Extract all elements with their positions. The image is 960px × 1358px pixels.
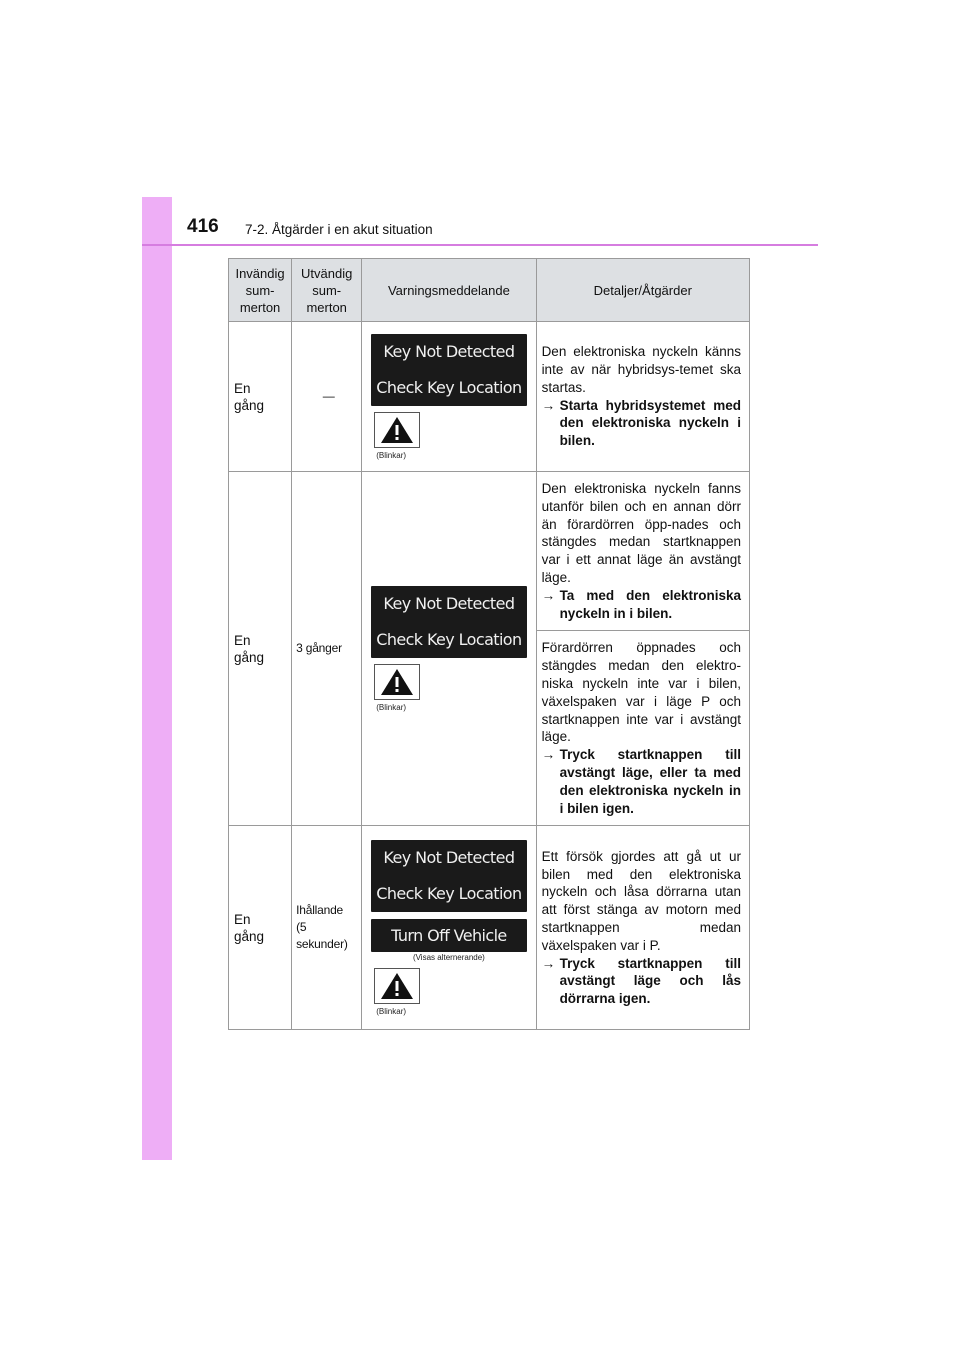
screen-text: Turn Off Vehicle — [391, 925, 507, 945]
screen-text: Check Key Location — [376, 630, 522, 650]
arrow-icon: → — [541, 955, 556, 971]
warning-indicator — [374, 968, 420, 1004]
display-screen — [371, 586, 527, 658]
detail-text: Förardörren öppnades och stängdes medan den elektro-niska nyckeln inte var i bilen, växelspaken var i läge P och startknappen inte var i avstängt läge. — [541, 640, 741, 745]
display-screen — [371, 840, 527, 912]
table-header-row — [229, 259, 750, 322]
details-cell — [536, 631, 749, 826]
screen-text: Check Key Location — [376, 884, 522, 904]
action-text: Tryck startknappen till avstängt läge och lås dörrarna igen. — [559, 955, 741, 1007]
outside-buzzer-cell: 3 gånger — [292, 472, 362, 826]
cell-text: gång — [234, 928, 265, 944]
action-item — [542, 397, 741, 450]
table-row — [229, 472, 750, 631]
warning-indicator — [374, 664, 420, 700]
page-number: 416 — [187, 216, 219, 237]
warning-message-cell — [362, 322, 536, 472]
cell-text: En — [234, 380, 251, 396]
detail-text: Den elektroniska nyckeln känns inte av när hybridsys-temet ska startas. — [541, 344, 741, 395]
display-screen — [371, 334, 527, 406]
action-item — [542, 746, 741, 817]
chapter-sidebar-tab — [142, 197, 172, 1160]
action-item — [542, 955, 741, 1008]
header-text: merton — [239, 299, 281, 315]
action-text: Ta med den elektroniska nyckeln in i bilen. — [559, 587, 741, 621]
details-cell — [536, 322, 749, 472]
action-text: Starta hybridsystemet med den elektroniska nyckeln i bilen. — [559, 397, 741, 449]
header-text: merton — [306, 299, 347, 315]
header-details: Detaljer/Åtgärder — [536, 259, 749, 322]
cell-text: Ihållande — [296, 903, 344, 918]
table-row — [229, 322, 750, 472]
cell-text: (5 — [296, 920, 307, 935]
inside-buzzer-cell — [229, 322, 292, 472]
inside-buzzer-cell — [229, 826, 292, 1030]
warning-triangle-icon — [380, 416, 414, 444]
cell-text: sekunder) — [296, 937, 348, 952]
header-inside-buzzer — [229, 259, 292, 322]
detail-text: Ett försök gjordes att gå ut ur bilen med den elektroniska nyckeln och låsa dörrarna utan att först stänga av motorn med startknappen medan växelspaken var i P. — [541, 848, 741, 953]
header-text: Utvändig — [301, 265, 353, 281]
header-outside-buzzer — [292, 259, 362, 322]
warning-triangle-icon — [380, 972, 414, 1000]
screen-text: Key Not Detected — [383, 848, 515, 868]
warning-table — [228, 258, 750, 1030]
warning-message-cell — [362, 472, 536, 826]
action-text: Tryck startknappen till avstängt läge, eller ta med den elektroniska nyckeln in i bilen igen. — [559, 747, 741, 816]
table-row — [229, 826, 750, 1030]
header-text: sum- — [245, 282, 275, 298]
action-item — [542, 587, 741, 623]
blink-caption: (Blinkar) — [376, 1006, 407, 1016]
blink-caption: (Blinkar) — [376, 702, 407, 712]
cell-text: En — [234, 632, 251, 648]
header-text: Invändig — [235, 265, 285, 281]
screen-text: Check Key Location — [376, 378, 522, 397]
blink-caption: (Blinkar) — [376, 450, 407, 460]
outside-buzzer-cell — [292, 826, 362, 1030]
warning-triangle-icon — [380, 668, 414, 696]
details-cell — [536, 826, 749, 1030]
arrow-icon: → — [541, 587, 556, 603]
header-text: sum- — [312, 282, 342, 298]
warning-message-cell — [362, 826, 536, 1030]
header-divider — [142, 244, 818, 246]
cell-text: gång — [234, 397, 265, 413]
display-screen-alt — [371, 919, 527, 952]
cell-text: En — [234, 911, 251, 927]
header-warning-message: Varningsmeddelande — [362, 259, 536, 322]
cell-text: gång — [234, 649, 265, 665]
warning-indicator — [374, 412, 420, 448]
inside-buzzer-cell — [229, 472, 292, 826]
alternating-caption: (Visas alternerande) — [412, 952, 485, 962]
details-cell — [536, 472, 749, 631]
outside-buzzer-cell: — — [292, 322, 362, 472]
screen-text: Key Not Detected — [383, 342, 515, 361]
arrow-icon: → — [541, 747, 556, 763]
screen-text: Key Not Detected — [383, 594, 515, 614]
section-title: 7-2. Åtgärder i en akut situation — [245, 222, 433, 237]
arrow-icon: → — [541, 397, 556, 413]
detail-text: Den elektroniska nyckeln fanns utanför bilen och en annan dörr än förardörren öpp-nades och stängdes medan startknappen var i ett annat läge än avstängt läge. — [541, 481, 741, 585]
